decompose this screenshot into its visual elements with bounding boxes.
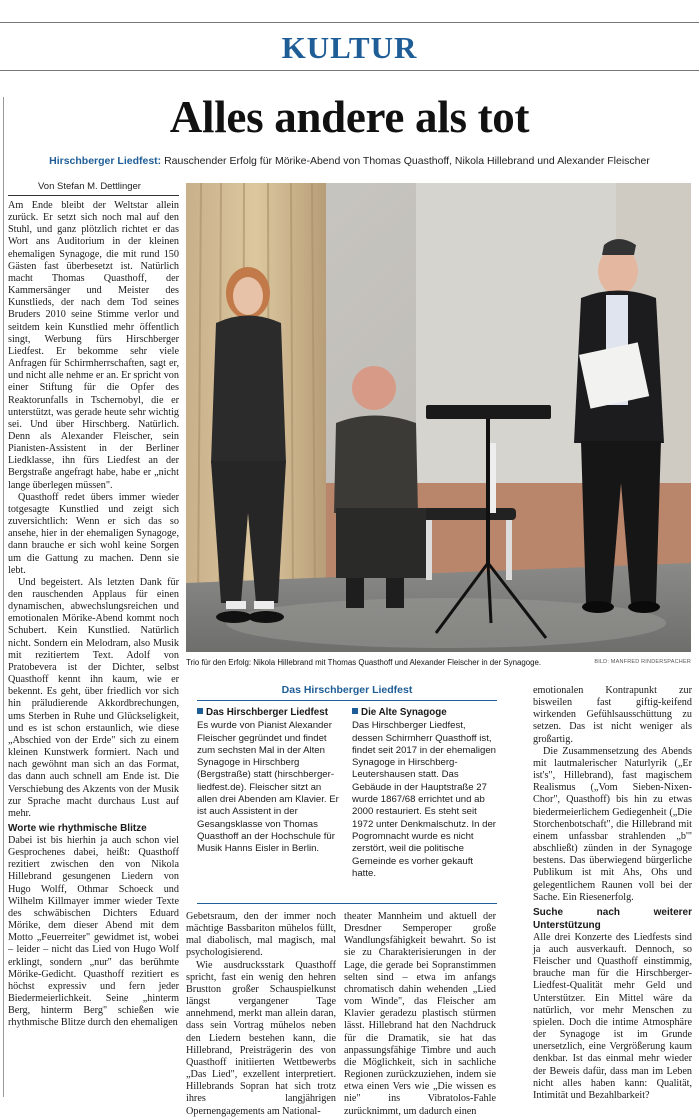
- infobox-right: [352, 707, 498, 880]
- article-column-3: [344, 911, 496, 1118]
- paragraph: Die Zusammensetzung des Abends mit lautmalerischer Naturlyrik („Er ist's", Hillebrand), fast magischem Realismus („Vom Sieben-Nixen-Chor", Quasthoff) bis hin zu etwas biedermeierlichem Gediegenheit („Die Storchenbotschaft", die Hillebrand mit einem unfassbar strahlenden „b'" abschließt) zünden in der Synagoge bestens. Das überwiegend bürgerliche Publikum ist mit Ahs, Ohs und gelegentlichem Raunen voll bei der Sache. Ein Riesenerfolg.: [533, 745, 692, 903]
- infobox-bottom-rule: [197, 903, 497, 904]
- stage-scene-image: [186, 183, 691, 652]
- infobox-left-text: Es wurde von Pianist Alexander Fleischer gegründet und findet zum sechsten Mal in der Alten Synagoge in Hirschberg (Bergstraße) statt (hirschberger-liedfest.de). Fleischer sitzt an allen drei Abenden am Klavier. Er ist auch Assistent in der Gesangsklasse von Thomas Quasthoff an der Hochschule für Musik Hanns Eisler in Berlin.: [197, 720, 339, 855]
- paragraph: Wie ausdrucksstark Quasthoff spricht, fast ein wenig den hehren Brustton großer Schauspielkunst längst vergangener Tage annehmend, merkt man allein daran, dass sein Vortrag mühelos neben den Liedern bestehen kann, die Hillebrand, Preisträgerin des von Quasthoff initiierten Wettbewerbs „Das Lied", exzellent interpretiert. Hillebrands Sopran hat sich trotz ihres langjährigen Opernengagements am National-: [186, 959, 336, 1117]
- subheadline: [0, 155, 699, 167]
- paragraph: Dabei ist bis hierhin ja auch schon viel Gesprochenes dabei, heißt: Quasthoff rezitiert zwischen den von Nikola Hillebrand gesungenen Liedern von Hugo Wolff, Othmar Schoeck und Wilhelm Killmayer immer wieder Texte des schwäbischen Dichters Eduard Mörike, dem dieser Abend mit dem Motto „Feuerreiter" gewidmet ist, wobei – leider – nicht das Lied von Hugo Wolf erklingt, sondern „nur" das berühmte Mörike-Gedicht. Quasthoff rezitiert es höchst expressiv und fern jeder Biedermeierlichkeit. Seine „hinterm Berg, hinterm Berg" schießen wie rhythmische Blitze durch den ehemaligen: [8, 834, 179, 1029]
- article-column-1: [8, 200, 179, 1029]
- subheadline-kicker: Hirschberger Liedfest:: [49, 155, 162, 167]
- subheading: Suche nach weiterer Unterstützung: [533, 906, 692, 931]
- infobox-rule: [197, 700, 497, 701]
- infobox-left: [197, 707, 343, 856]
- paragraph: Gebetsraum, den der immer noch mächtige Bassbariton mühelos füllt, mal diabolisch, mal magisch, mal psychologisierend.: [186, 911, 336, 959]
- subheadline-text: Rauschender Erfolg für Mörike-Abend von Thomas Quasthoff, Nikola Hillebrand und Alexander Fleischer: [161, 155, 650, 167]
- article-column-4: [533, 685, 692, 1102]
- top-rule: [0, 22, 699, 23]
- paragraph: Und begeistert. Als letzten Dank für den rauschenden Applaus für einen dynamischen, abwechslungsreichen und emotionalen Mörike-Abend kommt noch Schubert. Kein Kunstlied. Natürlich nicht. Sondern ein Melodram, also Musik mit rezitiertem Text. Adolf von Pratobevera ist der Dichter, selbst Quasthoff kennt ihn kaum, wie er bekennt. Es geht, über friedlich vor sich hin präludierende Akkordbrechungen, ums Sterben in Ruhe und Glückseligkeit, und es ist schon erstaunlich, wie diese „Abschied von der Erde" sich zu einem kleinen Kunstwerk formiert. Nach und nach gewöhnt man sich an das Format, das dann auch schnell am Ende ist. Die Verschiebung des Akzents von der Musik zur Sprache macht durchaus Lust auf mehr.: [8, 576, 179, 819]
- paragraph: Alle drei Konzerte des Liedfests sind ja auch ausverkauft. Dennoch, so Fleischer und Quasthoff einstimmig, brauche man für die Hirschberger-Liedfest-Qualität mehr Geld und Unterstützer. Ein Mittel wäre da natürlich, vor mehr Menschen zu spielen. Doch die intime Atmosphäre der Synagoge ist im Grunde unersetzlich, eine Vergrößerung kaum denkbar. Ist das einmal mehr wieder der Beweis dafür, dass man im Leben nicht alles haben kann: Qualität, Intimität und Bezahlbarkeit?: [533, 931, 692, 1101]
- headline: Alles andere als tot: [169, 92, 530, 142]
- subheading: Worte wie rhythmische Blitze: [8, 822, 147, 834]
- paragraph: emotionalen Kontrapunkt zur bisweilen fast giftig-keifend wirkenden Gefühlsausschüttung zu setzen. Das ist nicht weniger als großartig.: [533, 685, 692, 745]
- left-margin-line: [3, 97, 4, 1097]
- infobox-left-heading: Das Hirschberger Liedfest: [197, 707, 343, 719]
- paragraph: theater Mannheim und aktuell der Dresdner Semperoper große Wandlungsfähigkeit bewahrt. So ist sie zu Charakterisierungen in der Lage, die gerade bei Sopranstimmen selten sind – etwa im anfangs chromatisch dahin wehenden „Lied vom Winde", das Fleischer am Klavier geradezu plastisch stürmen lässt. Hillebrand hat den Nachdruck für die Dramatik, sie hat das anpassungsfähige Timbre und auch die Möglichkeit, sich in sachliche Regionen zurückzuziehen, indem sie etwa einen Vers wie „Die wissen es nie" ins Vibratolos-Fahle zurücknimmt, um dadurch einen: [344, 911, 496, 1117]
- infobox-right-text: Das Hirschberger Liedfest, dessen Schirmherr Quasthoff ist, findet seit 2017 in der ehemaligen Synagoge in Hirschberg-Leutershausen statt. Das Gebäude in der Hauptstraße 27 wurde 1867/68 errichtet und ab 2000 restauriert. Es steht seit 1972 unter Denkmalschutz. In der Pogromnacht wurde es nicht zerstört, weil die politische Gemeinde es vorher gekauft hatte.: [352, 720, 497, 879]
- article-column-2: [186, 911, 336, 1118]
- square-bullet-icon: [197, 708, 203, 714]
- concert-photo: [186, 183, 691, 652]
- square-bullet-icon: [352, 708, 358, 714]
- infobox-title: Das Hirschberger Liedfest: [281, 684, 413, 696]
- caption-text: Trio für den Erfolg: Nikola Hillebrand mit Thomas Quasthoff und Alexander Fleischer in der Synagoge.: [186, 658, 542, 667]
- section-rule: [0, 70, 699, 71]
- infobox-right-heading: Die Alte Synagoge: [352, 707, 498, 719]
- byline-rule: [8, 195, 179, 196]
- photo-caption: [186, 658, 691, 667]
- section-title: KULTUR: [281, 30, 418, 65]
- photo-credit: BILD: MANFRED RINDERSPACHER: [594, 659, 691, 665]
- paragraph: Quasthoff redet übers immer wieder totgesagte Kunstlied und zeigt sich zuversichtlich: Wenn er sich das so ansehe, hier in der ehemaligen Synagoge, dann brauche er sich wohl keine Sorgen um die Gattung zu machen. Denn sie lebt.: [8, 491, 179, 576]
- byline: Von Stefan M. Dettlinger: [38, 181, 141, 192]
- paragraph: Am Ende bleibt der Weltstar allein zurück. Er setzt sich noch mal auf den Stuhl, und ganz plötzlich richtet er das Wort ans Auditorium in der kleinen ehemaligen Synagoge, die mit rund 150 Gästen fast überbesetzt ist. Natürlich macht Thomas Quasthoff, der Kammersänger und Meister des Kunstlieds, der nach dem Tod seines Bruders 2010 seine Stimme verlor und seitdem kein Kunstlied mehr öffentlich singt, Werbung fürs Hirschberger Liedfest. Er bekomme sehr viele Anfragen für Schirmherrschaften, sagt er, und nicht alle nehme er an. Er spricht von einer Stiftung für die Opfer des Reaktorunfalls in Tschernobyl, die er unterstützt, was gerade heute sehr wichtig sei. Und über Hirschberg. Natürlich. Denn als Alexander Fleischer, sein Pianisten-Assistent in der Berliner Liedklasse, ihn fürs Liedfest an der Bergstraße angefragt habe, habe er „nicht lange überlegen müssen".: [8, 200, 179, 491]
